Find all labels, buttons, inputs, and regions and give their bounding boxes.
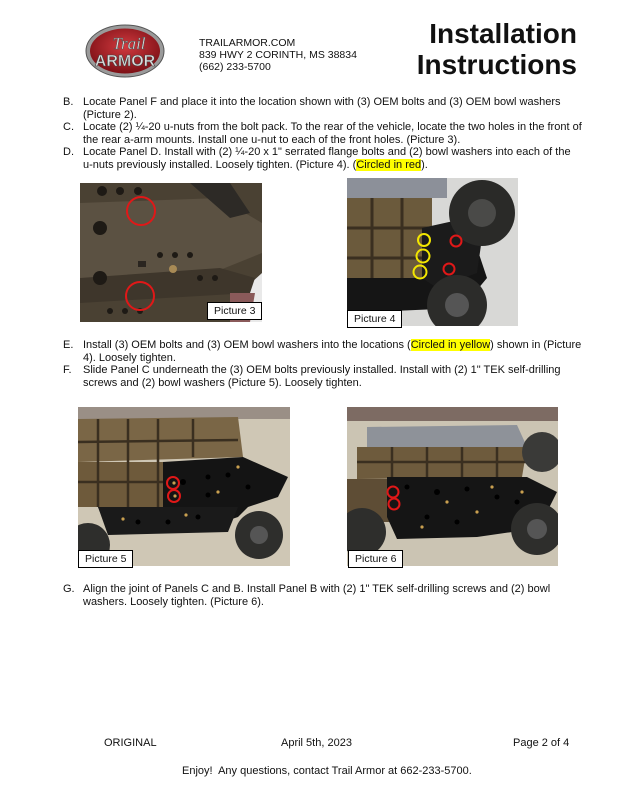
picture-6-caption: Picture 6 <box>348 550 403 568</box>
footer-contact: Enjoy! Any questions, contact Trail Armor at 662-233-5700. <box>182 765 472 777</box>
picture-4-photo <box>347 178 518 326</box>
step-letter: F. <box>63 364 72 376</box>
step-text-part: ) shown in (Picture 4). Loosely tighten. <box>83 339 582 364</box>
footer-date: April 5th, 2023 <box>281 737 352 749</box>
step-letter: D. <box>63 146 74 158</box>
step-text <box>83 146 583 171</box>
step-d <box>63 146 583 171</box>
step-letter: G. <box>63 583 75 595</box>
footer-page-number: Page 2 of 4 <box>513 737 570 749</box>
step-letter: E. <box>63 339 74 351</box>
step-text: Locate Panel F and place it into the location shown with (3) OEM bolts and (3) OEM bowl washers (Picture 2). <box>83 96 561 121</box>
footer-status: ORIGINAL <box>104 737 157 749</box>
picture-4-caption: Picture 4 <box>347 310 402 328</box>
step-text-part: Locate Panel D. Install with (2) ¼-20 x 1" serrated flange bolts and (2) bowl washers into each of the u-nuts previously installed. Loosely tighten. (Picture 4). ( <box>83 146 571 171</box>
company-info <box>199 37 357 73</box>
highlight-circled-in-yellow: Circled in yellow <box>410 339 491 351</box>
picture-6-photo <box>347 407 558 566</box>
step-b <box>63 96 583 121</box>
title-line-1: Installation <box>429 18 577 49</box>
step-text: Align the joint of Panels C and B. Install Panel B with (2) 1" TEK self-drilling screws and (2) bowl washers. Loosely tighten. (Picture 6). <box>83 583 551 608</box>
step-e <box>63 339 583 364</box>
picture-5-photo <box>78 407 290 566</box>
company-phone: (662) 233-5700 <box>199 61 271 73</box>
logo-text-armor: ARMOR <box>94 53 156 70</box>
step-text <box>83 339 583 364</box>
step-f <box>63 364 583 389</box>
picture-3-caption: Picture 3 <box>207 302 262 320</box>
step-g <box>63 583 583 608</box>
company-address: 839 HWY 2 CORINTH, MS 38834 <box>199 49 357 61</box>
picture-5-caption: Picture 5 <box>78 550 133 568</box>
page-title <box>409 18 577 80</box>
step-letter: B. <box>63 96 74 108</box>
trail-armor-logo <box>84 22 166 80</box>
step-text: Locate (2) ¼-20 u-nuts from the bolt pack. To the rear of the vehicle, locate the two holes in the front of the rear a-arm mounts. Install one u-nut to each of the front holes. (Picture 3). <box>83 121 582 146</box>
step-text: Slide Panel C underneath the (3) OEM bolts previously installed. Install with (2) 1" TEK self-drilling screws and (2) bowl washers (Picture 5). Loosely tighten. <box>83 364 561 389</box>
step-letter: C. <box>63 121 74 133</box>
step-text-part: ). <box>421 158 428 171</box>
step-text-part: Install (3) OEM bolts and (3) OEM bowl washers into the locations ( <box>83 339 411 351</box>
highlight-circled-in-red: Circled in red <box>356 158 422 171</box>
step-c <box>63 121 583 146</box>
title-line-2: Instructions <box>416 49 577 80</box>
company-website: TRAILARMOR.COM <box>199 37 296 49</box>
logo-text-trail: Trail <box>112 34 146 53</box>
